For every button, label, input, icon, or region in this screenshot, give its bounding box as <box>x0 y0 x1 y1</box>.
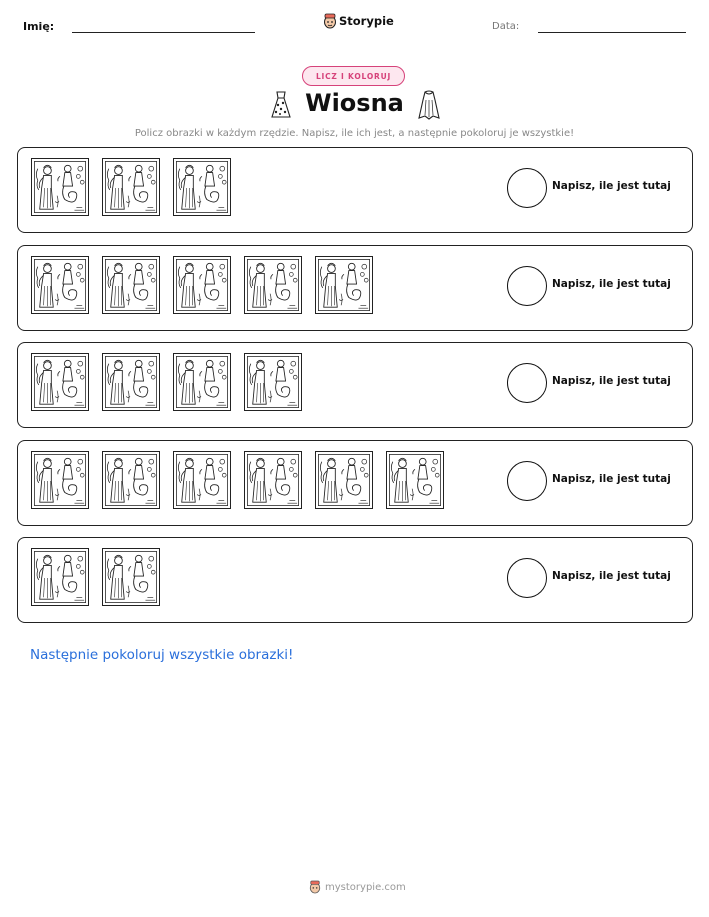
name-input-line[interactable] <box>72 32 255 33</box>
answer-label: Napisz, ile jest tutaj <box>552 570 671 582</box>
brand-name: Storypie <box>339 14 394 28</box>
spring-goddess-picture[interactable] <box>173 451 231 509</box>
picture-group <box>31 256 373 314</box>
answer-label: Napisz, ile jest tutaj <box>552 472 671 485</box>
spring-goddess-picture[interactable] <box>315 451 373 509</box>
picture-group <box>31 353 302 411</box>
spring-goddess-picture[interactable] <box>315 256 373 314</box>
site-url: mystorypie.com <box>325 881 406 893</box>
spring-goddess-illustration-icon <box>32 549 88 605</box>
answer-circle[interactable] <box>507 461 547 501</box>
answer-circle[interactable] <box>507 266 547 306</box>
counting-row <box>17 147 693 233</box>
picture-group <box>31 158 231 216</box>
spring-goddess-illustration-icon <box>316 257 372 313</box>
spring-goddess-illustration-icon <box>174 257 230 313</box>
spring-goddess-picture[interactable] <box>31 548 89 606</box>
worksheet-title: Wiosna <box>305 89 404 117</box>
spring-goddess-illustration-icon <box>245 354 301 410</box>
spring-goddess-picture[interactable] <box>102 548 160 606</box>
spring-goddess-illustration-icon <box>174 452 230 508</box>
spring-goddess-illustration-icon <box>174 159 230 215</box>
spring-goddess-illustration-icon <box>32 452 88 508</box>
counting-row <box>17 537 693 623</box>
brand-logo <box>323 13 394 29</box>
storypie-mascot-icon <box>323 13 337 29</box>
spring-goddess-illustration-icon <box>103 354 159 410</box>
answer-label: Napisz, ile jest tutaj <box>552 375 671 387</box>
counting-rows <box>17 147 693 635</box>
spring-goddess-illustration-icon <box>316 452 372 508</box>
storypie-mascot-icon <box>309 880 321 894</box>
answer-circle[interactable] <box>507 363 547 403</box>
spring-goddess-illustration-icon <box>387 452 443 508</box>
date-input-line[interactable] <box>538 32 686 33</box>
counting-row <box>17 342 693 428</box>
spring-goddess-illustration-icon <box>245 257 301 313</box>
final-instruction: Następnie pokoloruj wszystkie obrazki! <box>30 647 294 663</box>
spring-goddess-illustration-icon <box>103 257 159 313</box>
spring-goddess-picture[interactable] <box>102 451 160 509</box>
answer-circle[interactable] <box>507 168 547 208</box>
activity-badge: LICZ I KOLORUJ <box>302 66 405 86</box>
spring-goddess-illustration-icon <box>245 452 301 508</box>
spring-goddess-picture[interactable] <box>31 256 89 314</box>
answer-label: Napisz, ile jest tutaj <box>552 180 671 192</box>
spring-goddess-picture[interactable] <box>244 256 302 314</box>
spring-goddess-picture[interactable] <box>244 451 302 509</box>
spring-goddess-illustration-icon <box>103 549 159 605</box>
spring-goddess-picture[interactable] <box>31 451 89 509</box>
name-label: Imię: <box>23 20 55 33</box>
answer-label: Napisz, ile jest tutaj <box>552 277 671 290</box>
spring-goddess-illustration-icon <box>103 159 159 215</box>
spring-goddess-picture[interactable] <box>102 256 160 314</box>
picture-group <box>31 548 160 606</box>
date-label: Data: <box>492 21 520 32</box>
spring-goddess-picture[interactable] <box>102 353 160 411</box>
site-footer <box>309 880 406 894</box>
spring-goddess-picture[interactable] <box>31 158 89 216</box>
picture-group <box>31 451 444 509</box>
spring-goddess-picture[interactable] <box>31 353 89 411</box>
spring-goddess-picture[interactable] <box>386 451 444 509</box>
spring-goddess-illustration-icon <box>32 257 88 313</box>
answer-circle[interactable] <box>507 558 547 598</box>
spring-goddess-illustration-icon <box>32 354 88 410</box>
spring-goddess-illustration-icon <box>103 452 159 508</box>
spring-goddess-illustration-icon <box>32 159 88 215</box>
instruction-text: Policz obrazki w każdym rzędzie. Napisz, ile ich jest, a następnie pokoloruj je wszystkie! <box>134 128 575 139</box>
shawl-icon <box>416 90 442 122</box>
counting-row <box>17 440 693 526</box>
spring-goddess-picture[interactable] <box>173 256 231 314</box>
spring-goddess-picture[interactable] <box>173 353 231 411</box>
spring-goddess-illustration-icon <box>174 354 230 410</box>
spring-goddess-picture[interactable] <box>102 158 160 216</box>
spring-goddess-picture[interactable] <box>244 353 302 411</box>
spring-goddess-picture[interactable] <box>173 158 231 216</box>
counting-row <box>17 245 693 331</box>
